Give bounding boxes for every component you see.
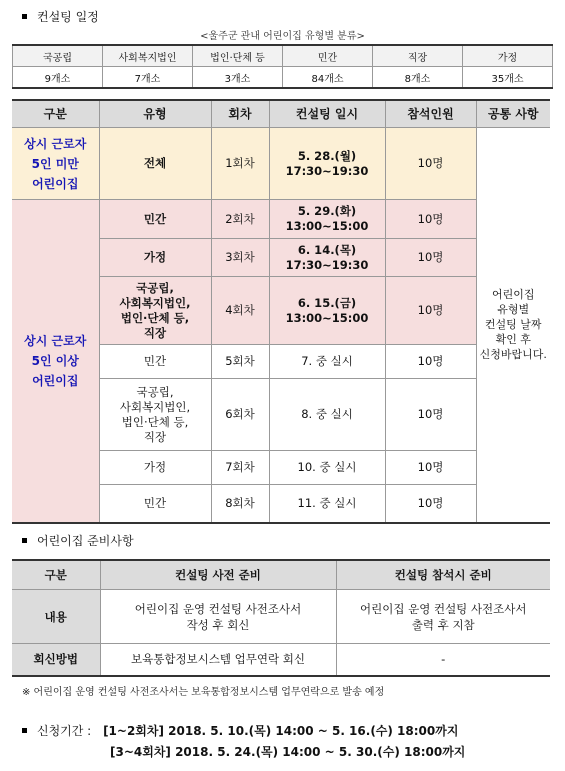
datetime-cell: 7. 중 실시 [269, 345, 385, 379]
group-under5-cell [12, 128, 99, 200]
datetime-cell: 11. 중 실시 [269, 485, 385, 523]
time-text: 17:30~19:30 [285, 257, 369, 272]
cell-line: 출력 후 지참 [411, 617, 475, 632]
type-cell: 전체 [99, 128, 211, 200]
common-line: 확인 후 [495, 333, 531, 347]
table-row [12, 200, 550, 239]
attend-prep-cell [336, 590, 550, 644]
type-cell: 가정 [99, 239, 211, 277]
round-cell: 6회차 [211, 379, 269, 451]
type-cell: 가정 [99, 451, 211, 485]
header-cell: 구분 [12, 560, 100, 590]
type-line: 국공립, [136, 384, 174, 399]
table-caption: <울주군 관내 어린이집 유형별 분류> [200, 31, 365, 42]
group-line: 5인 미만 [31, 156, 79, 171]
group-line: 상시 근로자 [24, 333, 87, 348]
people-cell: 10명 [385, 379, 476, 451]
pre-prep-cell [100, 590, 336, 644]
people-cell: 10명 [385, 200, 476, 239]
date-text: 6. 14.(목) [297, 242, 357, 257]
apply-label: 신청기간 : [37, 724, 92, 738]
table-header-row [12, 560, 550, 590]
header-cell: 공통 사항 [476, 100, 550, 128]
facility-type-table [12, 44, 553, 89]
group-over5-cell [12, 200, 99, 523]
people-cell: 10명 [385, 345, 476, 379]
footnote: ※ 어린이집 운영 컨설팅 사전조사서는 보육통합정보시스템 업무연락으로 발송 예정 [22, 687, 385, 698]
type-line: 사회복지법인, [119, 399, 191, 414]
round-cell: 1회차 [211, 128, 269, 200]
type-line: 사회복지법인, [119, 295, 191, 310]
row-label: 내용 [12, 590, 100, 644]
preparation-table [12, 559, 550, 677]
bullet-square-icon [22, 728, 27, 733]
application-period-line2 [110, 743, 465, 760]
count-cell: 84개소 [283, 67, 373, 89]
common-line: 어린이집 [491, 288, 535, 302]
common-line: 신청바랍니다. [479, 348, 547, 362]
datetime-cell [269, 200, 385, 239]
header-cell: 가정 [463, 45, 553, 67]
table-header-row [12, 100, 550, 128]
count-cell: 3개소 [193, 67, 283, 89]
common-line: 유형별 [497, 303, 530, 317]
common-notes-cell [476, 128, 550, 523]
header-cell: 법인·단체 등 [193, 45, 283, 67]
time-text: 13:00~15:00 [285, 310, 369, 325]
people-cell: 10명 [385, 451, 476, 485]
group-line: 상시 근로자 [24, 136, 87, 151]
datetime-cell: 10. 중 실시 [269, 451, 385, 485]
round-cell: 3회차 [211, 239, 269, 277]
header-cell: 사회복지법인 [103, 45, 193, 67]
type-cell [99, 379, 211, 451]
datetime-cell: 8. 중 실시 [269, 379, 385, 451]
people-cell: 10명 [385, 128, 476, 200]
header-cell: 유형 [99, 100, 211, 128]
cell-line: 어린이집 운영 컨설팅 사전조사서 [134, 601, 302, 616]
date-text: 5. 28.(월) [297, 148, 357, 163]
round-cell: 8회차 [211, 485, 269, 523]
header-cell: 회차 [211, 100, 269, 128]
type-cell: 민간 [99, 200, 211, 239]
header-cell: 민간 [283, 45, 373, 67]
apply-line-1: [1~2회차] 2018. 5. 10.(목) 14:00 ~ 5. 16.(수) 18:00까지 [103, 724, 459, 738]
section-schedule-heading [8, 8, 99, 25]
header-cell: 구분 [12, 100, 99, 128]
round-cell: 4회차 [211, 277, 269, 345]
application-period [8, 722, 458, 739]
common-line: 컨설팅 날짜 [484, 318, 542, 332]
type-line: 직장 [143, 429, 167, 444]
count-cell: 35개소 [463, 67, 553, 89]
datetime-cell [269, 239, 385, 277]
header-cell: 직장 [373, 45, 463, 67]
datetime-cell [269, 128, 385, 200]
bullet-square-icon [22, 14, 27, 19]
cell-line: 어린이집 운영 컨설팅 사전조사서 [360, 601, 527, 616]
section-title: 컨설팅 일정 [37, 10, 99, 24]
attend-prep-cell: - [336, 644, 550, 676]
type-line: 법인·단체 등, [121, 414, 189, 429]
datetime-cell [269, 277, 385, 345]
round-cell: 5회차 [211, 345, 269, 379]
type-line: 직장 [143, 325, 167, 340]
people-cell: 10명 [385, 277, 476, 345]
table-row [12, 590, 550, 644]
pre-prep-cell: 보육통합정보시스템 업무연락 회신 [100, 644, 336, 676]
table-header-row [13, 45, 553, 67]
section-title: 어린이집 준비사항 [37, 534, 134, 548]
table-row [13, 67, 553, 89]
header-cell: 컨설팅 일시 [269, 100, 385, 128]
date-text: 6. 15.(금) [297, 295, 357, 310]
table-row [12, 644, 550, 676]
type-cell: 민간 [99, 345, 211, 379]
people-cell: 10명 [385, 239, 476, 277]
apply-line-2: [3~4회차] 2018. 5. 24.(목) 14:00 ~ 5. 30.(수) 18:00까지 [110, 745, 466, 759]
section-prep-heading [8, 532, 134, 549]
time-text: 13:00~15:00 [285, 219, 369, 233]
bullet-square-icon [22, 538, 27, 543]
row-label: 회신방법 [12, 644, 100, 676]
cell-line: 작성 후 회신 [186, 617, 250, 632]
round-cell: 7회차 [211, 451, 269, 485]
type-line: 국공립, [136, 280, 174, 295]
type-line: 법인·단체 등, [120, 310, 190, 325]
header-cell: 컨설팅 참석시 준비 [336, 560, 550, 590]
time-text: 17:30~19:30 [285, 163, 369, 178]
group-line: 어린이집 [32, 176, 79, 191]
round-cell: 2회차 [211, 200, 269, 239]
table-row [12, 128, 550, 200]
header-cell: 참석인원 [385, 100, 476, 128]
people-cell: 10명 [385, 485, 476, 523]
count-cell: 7개소 [103, 67, 193, 89]
header-cell: 컨설팅 사전 준비 [100, 560, 336, 590]
header-cell: 국공립 [13, 45, 103, 67]
group-line: 5인 이상 [31, 353, 79, 368]
date-text: 5. 29.(화) [297, 204, 357, 218]
type-cell [99, 277, 211, 345]
schedule-table [12, 99, 550, 524]
type-cell: 민간 [99, 485, 211, 523]
count-cell: 8개소 [373, 67, 463, 89]
count-cell: 9개소 [13, 67, 103, 89]
group-line: 어린이집 [32, 373, 79, 388]
